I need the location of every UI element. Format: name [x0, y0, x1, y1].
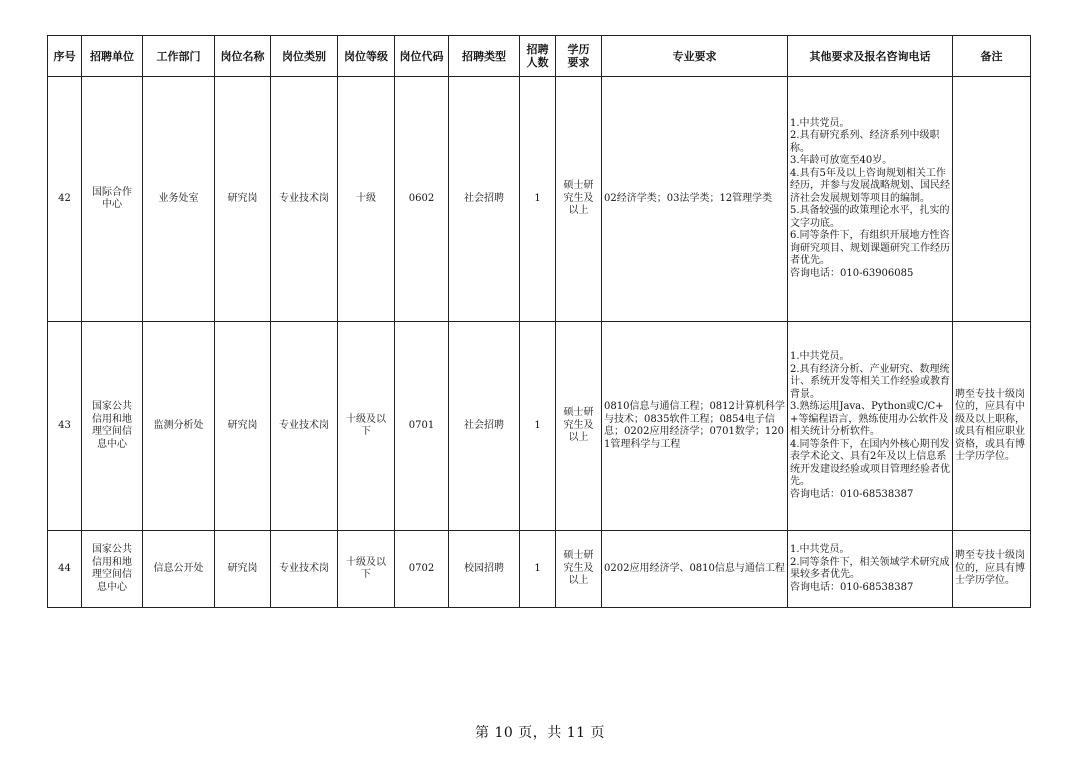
cell-major: 02经济学类；03法学类；12管理学类	[602, 77, 788, 322]
recruitment-table	[47, 35, 1031, 608]
cell-edu: 硕士研 究生及 以上	[556, 322, 602, 531]
cell-edu: 硕士研 究生及 以上	[556, 531, 602, 608]
cell-type: 社会招聘	[449, 77, 520, 322]
cell-code: 0702	[395, 531, 449, 608]
table-row	[48, 531, 1031, 608]
cell-level: 十级及以 下	[338, 531, 395, 608]
cell-dept: 业务处室	[143, 77, 215, 322]
cell-count: 1	[520, 322, 556, 531]
header-cell-remark: 备注	[953, 36, 1031, 77]
header-cell-type: 招聘类型	[449, 36, 520, 77]
cell-major: 0202应用经济学、0810信息与通信工程	[602, 531, 788, 608]
header-cell-major: 专业要求	[602, 36, 788, 77]
header-cell-level: 岗位等级	[338, 36, 395, 77]
cell-count: 1	[520, 77, 556, 322]
cell-no: 43	[48, 322, 82, 531]
header-cell-post: 岗位名称	[215, 36, 271, 77]
cell-category: 专业技术岗	[271, 77, 338, 322]
cell-post: 研究岗	[215, 77, 271, 322]
header-cell-unit: 招聘单位	[82, 36, 143, 77]
cell-no: 42	[48, 77, 82, 322]
cell-level: 十级及以 下	[338, 322, 395, 531]
cell-count: 1	[520, 531, 556, 608]
cell-type: 社会招聘	[449, 322, 520, 531]
cell-remark: 聘至专技十级岗位的，应具有博士学历学位。	[953, 531, 1031, 608]
header-cell-no: 序号	[48, 36, 82, 77]
table-header-row	[48, 36, 1031, 77]
cell-other: 1.中共党员。 2.具有经济分析、产业研究、数理统计、系统开发等相关工作经验或教育背景。 3.熟练运用Java、Python或C/C++等编程语言，熟练使用办公软件及相关统计分析软件。 4.同等条件下，在国内外核心期刊发表学术论文、具有2年及以上信息系统开发建设经验或项目管理经验者优先。 咨询电话：010-68538387	[788, 322, 953, 531]
cell-dept: 监测分析处	[143, 322, 215, 531]
cell-edu: 硕士研 究生及 以上	[556, 77, 602, 322]
cell-other: 1.中共党员。 2.同等条件下，相关领域学术研究成果较多者优先。 咨询电话：010-68538387	[788, 531, 953, 608]
page-footer: 第 10 页，共 11 页	[475, 725, 605, 741]
header-cell-code: 岗位代码	[395, 36, 449, 77]
cell-post: 研究岗	[215, 531, 271, 608]
cell-dept: 信息公开处	[143, 531, 215, 608]
table-row	[48, 77, 1031, 322]
cell-remark	[953, 77, 1031, 322]
cell-unit: 国家公共 信用和地 理空间信 息中心	[82, 322, 143, 531]
cell-post: 研究岗	[215, 322, 271, 531]
cell-level: 十级	[338, 77, 395, 322]
cell-no: 44	[48, 531, 82, 608]
header-cell-other: 其他要求及报名咨询电话	[788, 36, 953, 77]
header-cell-dept: 工作部门	[143, 36, 215, 77]
cell-unit: 国家公共 信用和地 理空间信 息中心	[82, 531, 143, 608]
header-cell-count: 招聘 人数	[520, 36, 556, 77]
cell-unit: 国际合作 中心	[82, 77, 143, 322]
header-cell-category: 岗位类别	[271, 36, 338, 77]
cell-other: 1.中共党员。 2.具有研究系列、经济系列中级职称。 3.年龄可放宽至40岁。 4.具有5年及以上咨询规划相关工作经历，并参与发展战略规划、国民经济社会发展规划等项目的编制。 5.具备较强的政策理论水平，扎实的文字功底。 6.同等条件下，有组织开展地方性咨询研究项目、规划课题研究工作经历者优先。 咨询电话：010-63906085	[788, 77, 953, 322]
cell-code: 0602	[395, 77, 449, 322]
cell-category: 专业技术岗	[271, 531, 338, 608]
cell-type: 校园招聘	[449, 531, 520, 608]
table-row	[48, 322, 1031, 531]
cell-major: 0810信息与通信工程；0812计算机科学与技术；0835软件工程；0854电子信息；0202应用经济学；0701数学；1201管理科学与工程	[602, 322, 788, 531]
cell-code: 0701	[395, 322, 449, 531]
cell-category: 专业技术岗	[271, 322, 338, 531]
header-cell-edu: 学历 要求	[556, 36, 602, 77]
cell-remark: 聘至专技十级岗位的，应具有中级及以上职称，或具有相应职业资格，或具有博士学历学位。	[953, 322, 1031, 531]
